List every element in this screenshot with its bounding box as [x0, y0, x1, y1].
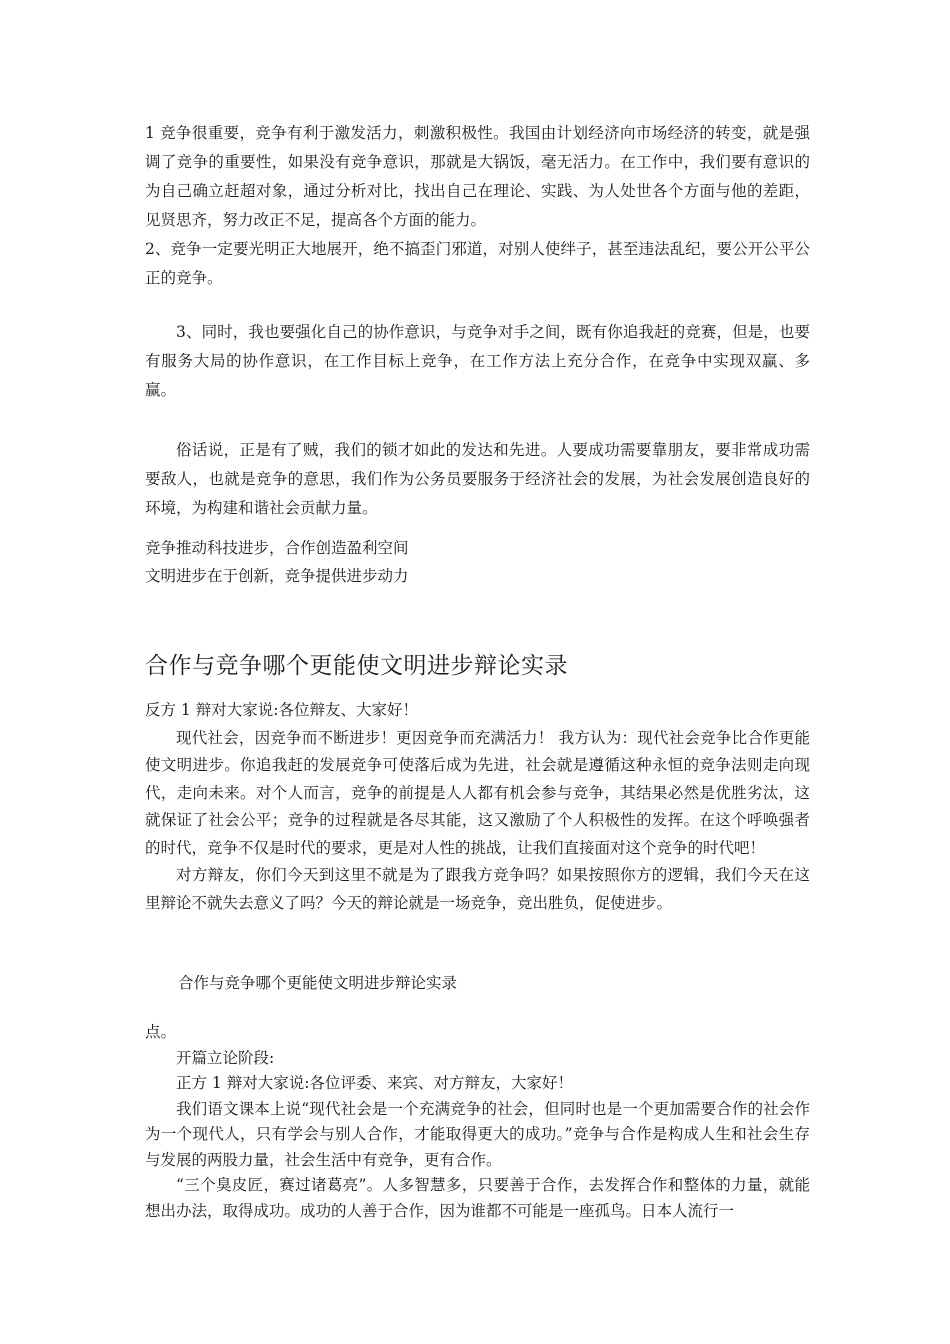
debate-title-block: [145, 651, 810, 681]
paragraph-3: 3、同时，我也要强化自己的协作意识，与竞争对手之间，既有你追我赶的竞赛，但是，也要有服务大局的协作意识，在工作目标上竞争，在工作方法上充分合作，在竞争中实现双赢、多赢。: [145, 323, 810, 399]
section3-block: [145, 1020, 810, 1224]
stage-heading: 开篇立论阶段:: [176, 1048, 275, 1067]
section1-block: [145, 119, 810, 293]
debate-paragraph-2: 对方辩友，你们今天到这里不就是为了跟我方竞争吗？如果按照你方的逻辑，我们今天在这里辩论不就失去意义了吗？今天的辩论就是一场竞争，竞出胜负，促使进步。: [145, 866, 810, 912]
section1-block-3: [145, 436, 810, 523]
paragraph-2: 2、竞争一定要光明正大地展开，绝不搞歪门邪道，对别人使绊子，甚至违法乱纪，要公开公平公正的竞争。: [145, 240, 810, 287]
dot-line: 点。: [145, 1023, 177, 1041]
slogans: [145, 534, 810, 590]
section3-paragraph-1: 我们语文课本上说“现代社会是一个充满竞争的社会，但同时也是一个更加需要合作的社会作为一个现代人，只有学会与别人合作，才能取得更大的成功。”竞争与合作是构成人生和社会生存与发展的两股力量，社会生活中有竞争，更有合作。: [145, 1099, 810, 1169]
slogan-2: 文明进步在于创新，竞争提供进步动力: [145, 567, 409, 585]
paragraph-4: 俗话说，正是有了贼，我们的锁才如此的发达和先进。人要成功需要靠朋友，要非常成功需要敌人，也就是竞争的意思，我们作为公务员要服务于经济社会的发展，为社会发展创造良好的环境，为构建和谐社会贡献力量。: [145, 441, 810, 517]
paragraph-1: 1 竞争很重要，竞争有利于激发活力，刺激积极性。我国由计划经济向市场经济的转变，就是强调了竞争的重要性，如果没有竞争意识，那就是大锅饭，毫无活力。在工作中，我们要有意识的为自己确立赶超对象，通过分析对比，找出自己在理论、实践、为人处世各个方面与他的差距，见贤思齐，努力改正不足，提高各个方面的能力。: [145, 124, 810, 229]
debate-paragraph-1: 现代社会，因竞争而不断进步！更因竞争而充满活力！ 我方认为：现代社会竞争比合作更能使文明进步。你追我赶的发展竞争可使落后成为先进，社会就是遵循这种永恒的竞争法则走向现代，走向未来。对个人而言，竞争的前提是人人都有机会参与竞争，其结果必然是优胜劣汰，这就保证了社会公平；竞争的过程就是各尽其能，这又激励了个人积极性的发挥。在这个呼唤强者的时代，竞争不仅是时代的要求，更是对人性的挑战，让我们直接面对这个竞争的时代吧！: [145, 728, 810, 857]
section-subtitle: 合作与竞争哪个更能使文明进步辩论实录: [178, 974, 458, 992]
debate-title: 合作与竞争哪个更能使文明进步辩论实录: [145, 653, 568, 679]
section3-opening: 正方 1 辩对大家说:各位评委、来宾、对方辩友，大家好！: [176, 1074, 573, 1092]
debate-block: [145, 697, 810, 917]
section1-block-2: [145, 318, 810, 405]
debate-opening: 反方 1 辩对大家说:各位辩友、大家好！: [145, 701, 418, 719]
subtitle-block: [145, 970, 810, 996]
slogan-1: 竞争推动科技进步，合作创造盈利空间: [145, 539, 409, 557]
section3-paragraph-2: “三个臭皮匠，赛过诸葛亮”。人多智慧多，只要善于合作，去发挥合作和整体的力量，就能想出办法，取得成功。成功的人善于合作，因为谁都不可能是一座孤鸟。日本人流行一: [145, 1176, 810, 1220]
